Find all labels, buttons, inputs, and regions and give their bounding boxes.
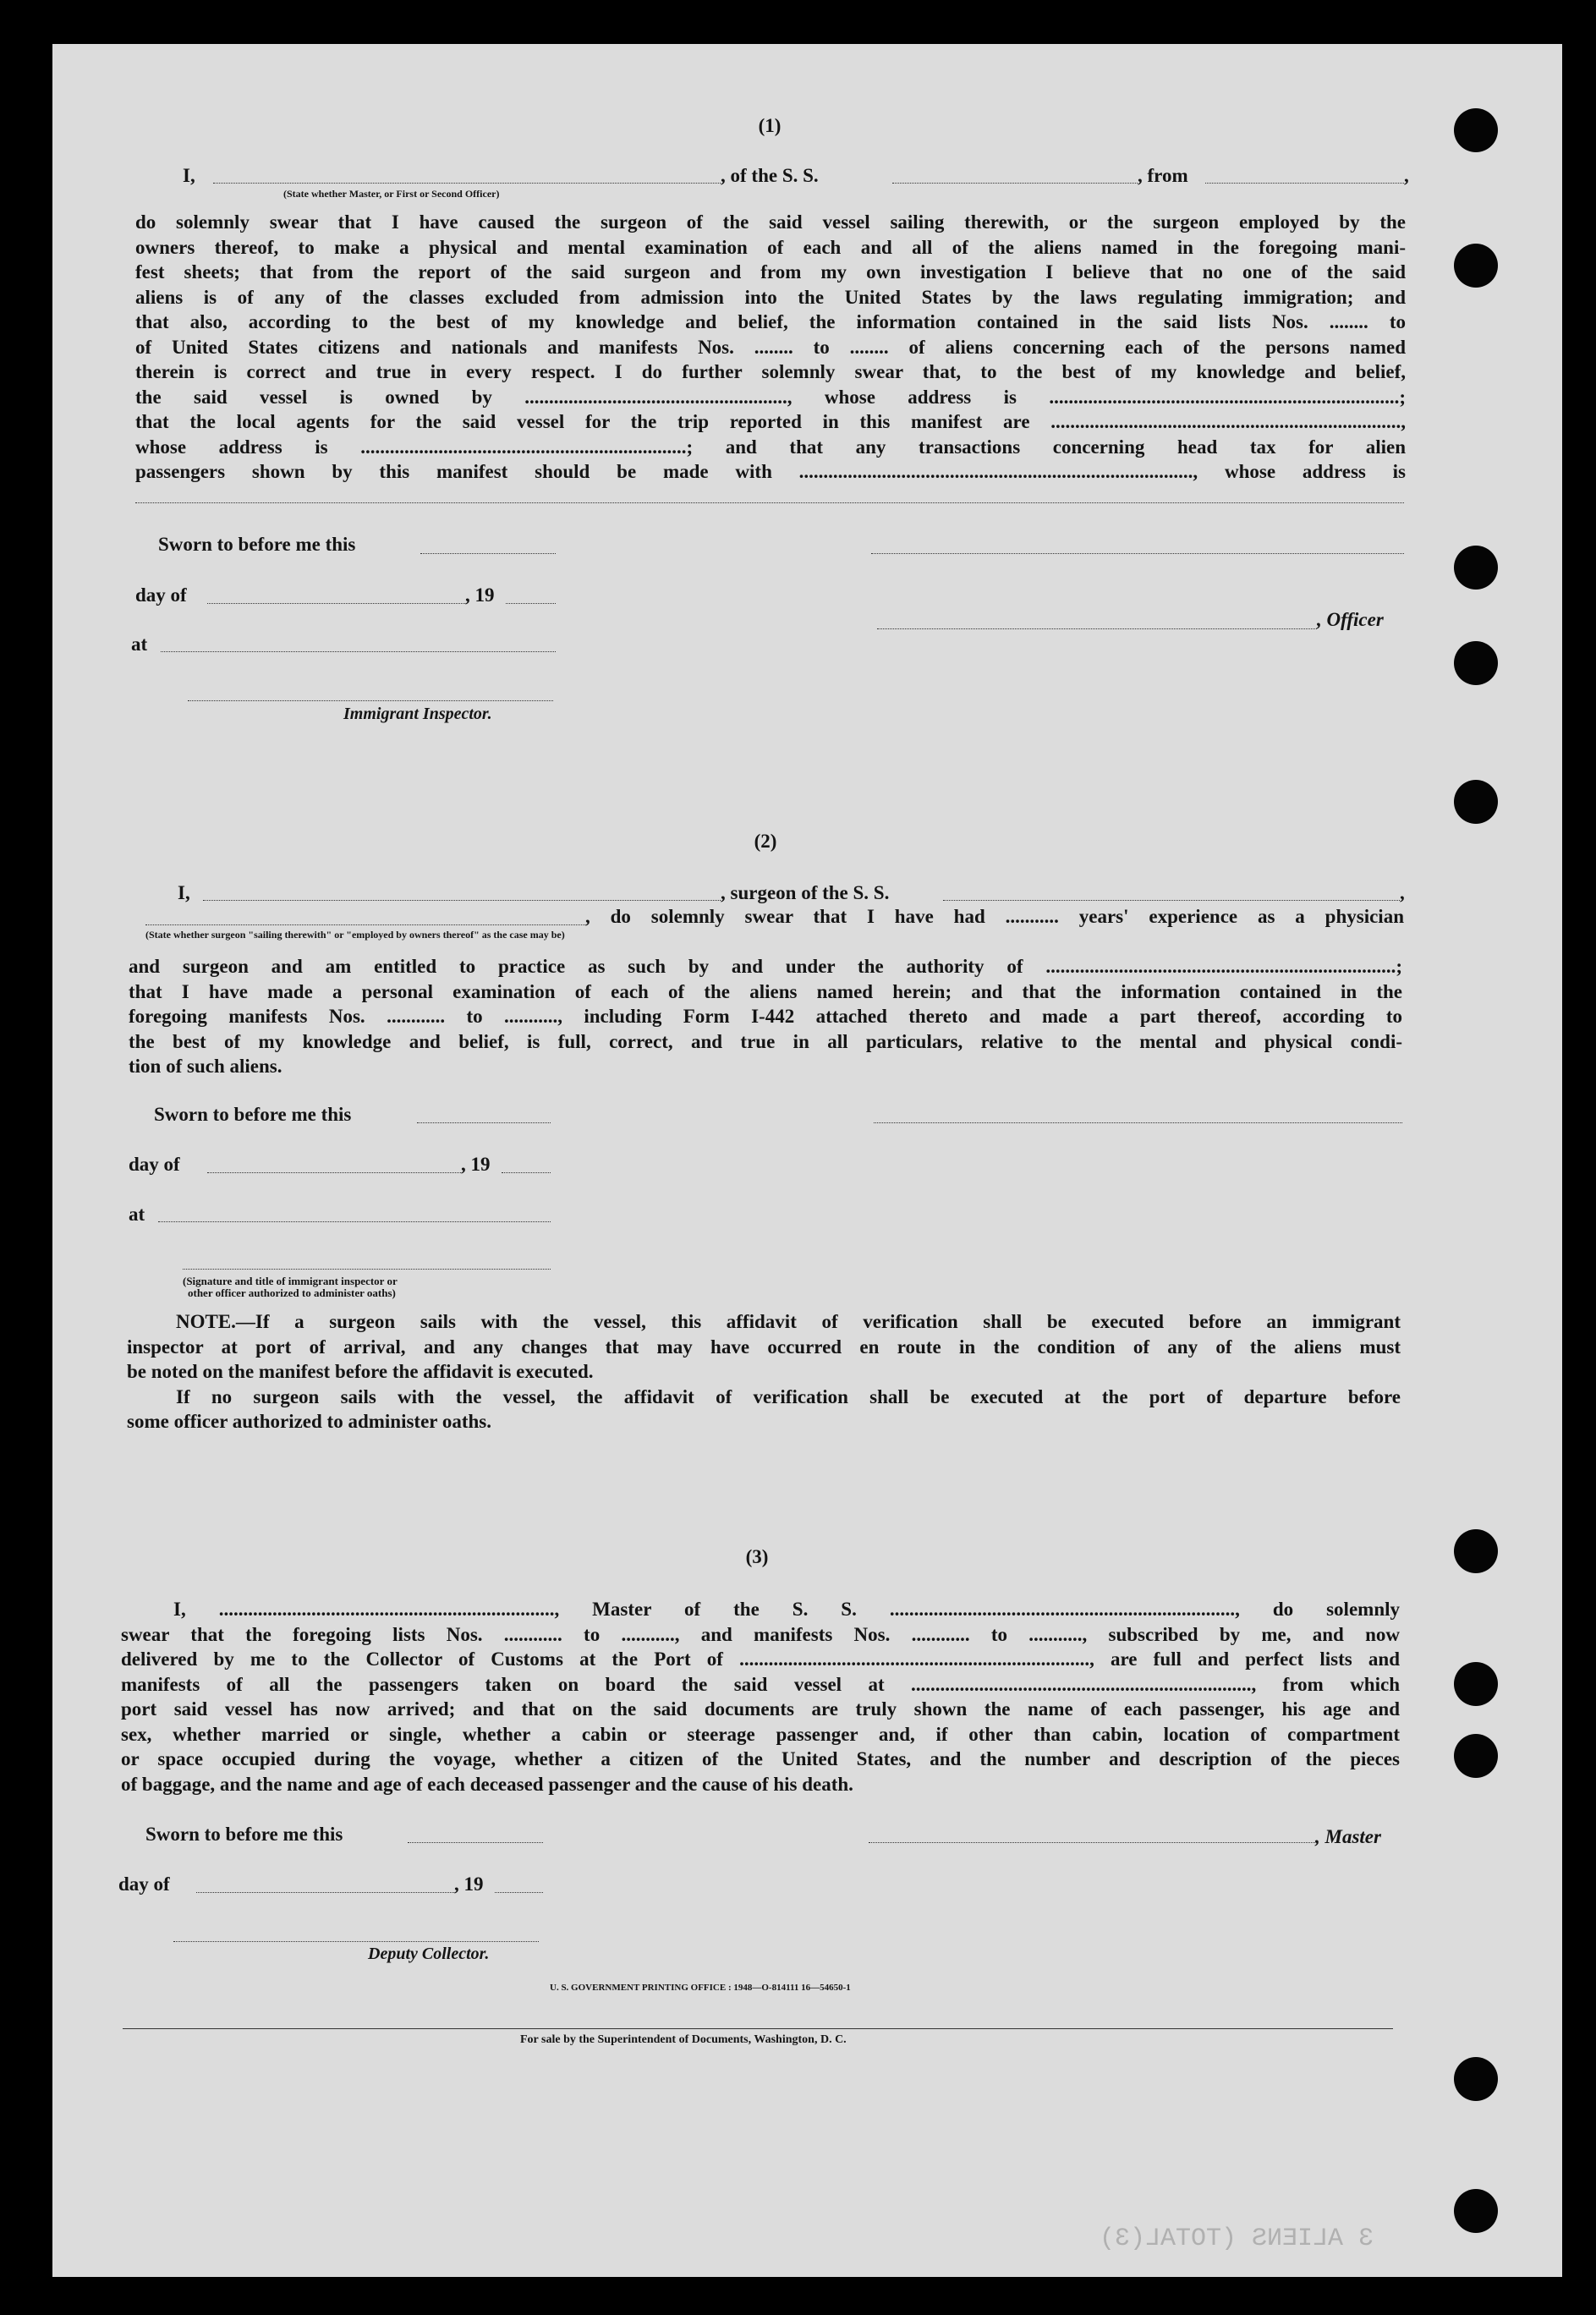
section-2-oath-text — [129, 954, 1402, 1079]
note-line: If no surgeon sails with the vessel, the affidavit of verification shall be executed at the port of departure before — [176, 1385, 1401, 1407]
year-field[interactable] — [502, 1172, 551, 1173]
oath-line: that also, according to the best of my knowledge and belief, the information contained in the said lists Nos. ........ to — [135, 311, 1406, 332]
officer-label: , Officer — [1317, 609, 1384, 630]
at-label: at — [129, 1204, 145, 1225]
day-of-label: day of — [129, 1154, 180, 1175]
sworn-label: Sworn to before me this — [154, 1104, 352, 1125]
oath-line: or space occupied during the voyage, whether a citizen of the United States, and the number and description of the pieces — [121, 1748, 1400, 1769]
year-label: , 19 — [454, 1873, 484, 1895]
oath-line: I, ....................................................................., Master of the S. S. ......................................................................., do solemnly — [173, 1599, 1400, 1620]
section-1-oath-text — [135, 210, 1406, 485]
head-tax-address-field[interactable] — [135, 502, 1404, 503]
at-label: at — [131, 634, 148, 655]
oath-line: therein is correct and true in every respect. I do further solemnly swear that, to the best of my knowledge and belief, — [135, 361, 1406, 382]
oath-line: passengers shown by this manifest should be made with ................................................................................., whose address is — [135, 461, 1406, 482]
oath-line: fest sheets; that from the report of the said surgeon and from my own investigation I believe that no one of the said — [135, 261, 1406, 283]
note-text — [127, 1309, 1401, 1435]
oath-line: sex, whether married or single, whether a cabin or steerage passenger and, if other than cabin, location of compartment — [121, 1723, 1400, 1745]
year-field[interactable] — [495, 1892, 543, 1893]
officer-caption: (State whether Master, or First or Second Officer) — [283, 188, 500, 200]
binder-hole — [1454, 1529, 1498, 1573]
section-1-i-label: I, — [183, 165, 195, 186]
deputy-collector-label: Deputy Collector. — [368, 1945, 490, 1963]
oath-line: whose address is ...................................................................; and that any transactions concerning head tax for alien — [135, 436, 1406, 458]
officer-signature-field[interactable] — [877, 628, 1317, 629]
oath-line: foregoing manifests Nos. ............ to ..........., including Form I-442 attached thereto and made a part thereof, according to — [129, 1006, 1402, 1027]
surgeon-of-label: , surgeon of the S. S. — [721, 882, 890, 903]
oath-line: owners thereof, to make a physical and mental examination of each and all of the aliens named in the foregoing mani- — [135, 236, 1406, 258]
immigrant-inspector-label: Immigrant Inspector. — [343, 705, 492, 723]
year-label: , 19 — [465, 584, 495, 606]
bleed-through-stamp: 3 ALIENS (TOTAL(3) — [1100, 2224, 1374, 2253]
officer-name-field[interactable] — [213, 183, 721, 184]
note-line: NOTE.—If a surgeon sails with the vessel, this affidavit of verification shall be executed before an immigrant — [176, 1311, 1401, 1332]
sworn-date-field[interactable] — [417, 1122, 551, 1123]
note-line: be noted on the manifest before the affidavit is executed. — [127, 1361, 594, 1382]
section-1-number: (1) — [758, 115, 782, 136]
sworn-date-field[interactable] — [420, 553, 556, 554]
oath-line: do solemnly swear that I have caused the surgeon of the said vessel sailing therewith, or the surgeon employed by the — [135, 211, 1406, 233]
surgeon-vessel-field[interactable] — [943, 900, 1400, 901]
master-label: , Master — [1315, 1826, 1381, 1847]
sworn-label: Sworn to before me this — [158, 534, 356, 555]
at-field[interactable] — [161, 651, 556, 652]
oath-line: and surgeon and am entitled to practice as such by and under the authority of ........................................................................; — [129, 956, 1402, 977]
note-line: some officer authorized to administer oaths. — [127, 1411, 491, 1432]
oath-line: aliens is of any of the classes excluded from admission into the United States by the laws regulating immigration; and — [135, 286, 1406, 308]
surgeon-signature-field[interactable] — [874, 1122, 1402, 1123]
master-signature-field[interactable] — [869, 1842, 1315, 1843]
vessel-name-field[interactable] — [892, 183, 1138, 184]
signature-caption: other officer authorized to administer oaths) — [188, 1286, 396, 1299]
year-field[interactable] — [506, 603, 556, 604]
oath-line: of United States citizens and nationals and manifests Nos. ........ to ........ of aliens concerning each of the persons named — [135, 336, 1406, 358]
surgeon-name-field[interactable] — [203, 900, 721, 901]
note-line: inspector at port of arrival, and any changes that may have occurred en route in the condition of any of the aliens must — [127, 1336, 1401, 1358]
binder-hole — [1454, 546, 1498, 590]
day-field[interactable] — [207, 603, 465, 604]
section-3-number: (3) — [745, 1546, 769, 1567]
of-ss-label: , of the S. S. — [721, 165, 819, 186]
sworn-label: Sworn to before me this — [145, 1824, 343, 1845]
inspector-signature-field[interactable] — [183, 1269, 551, 1270]
binder-hole — [1454, 108, 1498, 152]
oath-line: delivered by me to the Collector of Customs at the Port of ........................................................................, are full and perfect lists and — [121, 1648, 1400, 1670]
section-3-oath-text — [121, 1597, 1400, 1797]
oath-line: that the local agents for the said vessel for the trip reported in this manifest are ........................................................................, — [135, 411, 1406, 432]
at-field[interactable] — [158, 1221, 551, 1222]
sworn-date-field[interactable] — [408, 1842, 543, 1843]
comma: , — [1400, 882, 1405, 903]
oath-line: manifests of all the passengers taken on board the said vessel at ......................................................................, from which — [121, 1673, 1400, 1695]
oath-line: the best of my knowledge and belief, is full, correct, and true in all particulars, relative to the mental and physical condi- — [129, 1030, 1402, 1052]
binder-hole — [1454, 641, 1498, 685]
binder-hole — [1454, 244, 1498, 288]
oath-line: the said vessel is owned by ......................................................, whose address is ........................................................................; — [135, 386, 1406, 408]
departure-port-field[interactable] — [1205, 183, 1404, 184]
surgeon-caption: (State whether surgeon "sailing therewith" or "employed by owners thereof" as the case may be) — [145, 929, 565, 941]
oath-line: port said vessel has now arrived; and that on the said documents are truly shown the name of each passenger, his age and — [121, 1698, 1400, 1720]
inspector-signature-field[interactable] — [188, 700, 553, 701]
binder-hole — [1454, 2057, 1498, 2101]
section-2-i-label: I, — [178, 882, 190, 903]
day-of-label: day of — [118, 1873, 170, 1895]
binder-hole — [1454, 2189, 1498, 2233]
binder-hole — [1454, 1734, 1498, 1778]
section-2-number: (2) — [754, 831, 777, 852]
officer-upper-line[interactable] — [871, 553, 1404, 554]
oath-line: tion of such aliens. — [129, 1056, 282, 1077]
day-field[interactable] — [207, 1172, 461, 1173]
day-of-label: day of — [135, 584, 187, 606]
for-sale-line: For sale by the Superintendent of Documents, Washington, D. C. — [520, 2033, 847, 2046]
oath-line: swear that the foregoing lists Nos. ............ to ..........., and manifests Nos. ............ to ..........., subscribed by me, and now — [121, 1623, 1400, 1645]
binder-hole — [1454, 1662, 1498, 1706]
signature-caption: (Signature and title of immigrant inspector or — [183, 1275, 398, 1287]
surgeon-swear-line: , do solemnly swear that I have had ........... years' experience as a physician — [585, 906, 1404, 927]
day-field[interactable] — [196, 1892, 454, 1893]
surgeon-type-field[interactable] — [145, 924, 585, 925]
year-label: , 19 — [461, 1154, 491, 1175]
oath-line: that I have made a personal examination of each of the aliens named herein; and that the information contained in the — [129, 980, 1402, 1002]
footer-rule — [123, 2028, 1393, 2029]
oath-line: of baggage, and the name and age of each deceased passenger and the cause of his death. — [121, 1773, 853, 1795]
printing-office-line: U. S. GOVERNMENT PRINTING OFFICE : 1948—O-814111 16—54650-1 — [550, 1983, 851, 1993]
binder-hole — [1454, 780, 1498, 824]
comma: , — [1404, 165, 1409, 186]
from-label: , from — [1138, 165, 1188, 186]
